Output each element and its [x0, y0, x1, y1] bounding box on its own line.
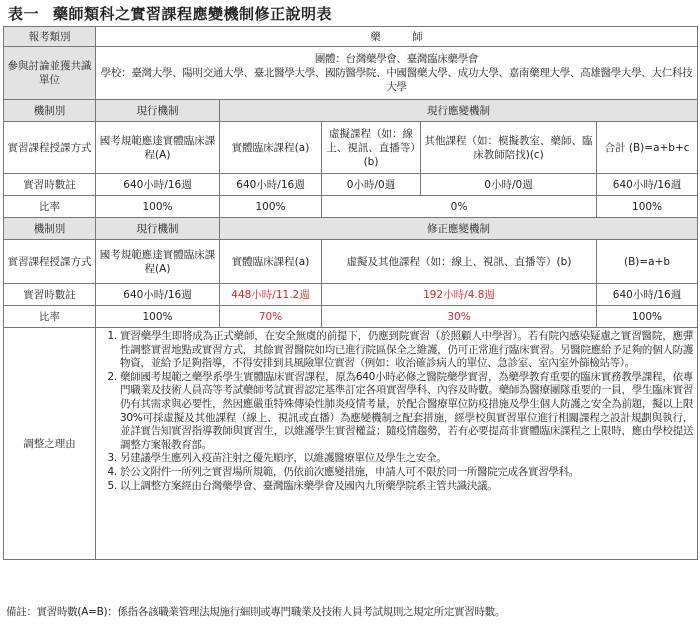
current-mech-label: 機制別: [4, 100, 96, 122]
document-title: [8, 2, 332, 26]
revised-ratio-physical: 70%: [220, 306, 322, 328]
revised-mech-label: 機制別: [4, 218, 96, 240]
practicum-table: [3, 26, 698, 560]
reasons-list: [104, 330, 693, 493]
revised-col-required: 國考規範應達實體臨床課程(A): [96, 240, 220, 284]
current-ratio-required: 100%: [96, 196, 220, 218]
current-method-label: 實習課程授課方式: [4, 122, 96, 174]
current-hours-row: [4, 174, 698, 196]
current-ratio-virtual-other: 0%: [322, 196, 597, 218]
revised-ratio-virtual: 30%: [322, 306, 597, 328]
current-col-virtual: 虛擬課程（如：線上、視訊、直播等）(b): [322, 122, 421, 174]
header-row: [4, 27, 698, 47]
current-ratio-row: [4, 196, 698, 218]
current-ratio-total: 100%: [597, 196, 698, 218]
reasons-row: [4, 328, 698, 560]
current-hours-other: 0小時/0週: [421, 174, 597, 196]
table-title: 藥師類科之實習課程應變機制修正說明表: [53, 5, 333, 23]
revised-ratio-label: 比率: [4, 306, 96, 328]
footnote: 備註：實習時數(A=B)：係指各該職業管理法規施行細則或專門職業及技術人員考試規則之規定所定實習時數。: [6, 606, 506, 618]
revised-method-label: 實習課程授課方式: [4, 240, 96, 284]
reasons-label: 調整之理由: [4, 328, 96, 560]
current-col-other: 其他課程（如：模擬教室、藥師、臨床教師陪找)(c): [421, 122, 597, 174]
category-value: 藥 師: [96, 27, 698, 47]
current-method-row: [4, 122, 698, 174]
units-schools: 學校：臺灣大學、陽明交通大學、臺北醫學大學、國防醫學院、中國醫藥大學、成功大學、嘉南藥理大學、高雄醫學大學、大仁科技大學: [100, 67, 693, 93]
reason-item-1: 1. 實習藥學生即將成為正式藥師，在安全無虞的前提下，仍應到院實習（於照顧人中學習）。若有院內感染疑慮之實習醫院，應彈性調整實習地點或實習方式，其餘實習醫院如均已進行院區保全之維護，仍可正常進行臨床實習。另醫院應給予足夠的個人防護物資，並給予足夠指導，不得安排到具風險單位實習（例如：收治確診病人的單位、急診室、室內室外篩檢站等）。: [120, 330, 693, 371]
revised-hours-virtual: 192小時/4.8週: [322, 284, 597, 306]
current-col-required: 國考規範應達實體臨床課程(A): [96, 122, 220, 174]
current-ratio-physical: 100%: [220, 196, 322, 218]
revised-ratio-total: 100%: [597, 306, 698, 328]
revised-method-row: [4, 240, 698, 284]
units-row: [4, 47, 698, 100]
reasons-content: [96, 328, 698, 560]
reason-item-5: 5. 以上調整方案經由台灣藥學會、臺灣臨床藥學會及國內九所藥學院系主管共識決議。: [120, 480, 693, 494]
current-col-physical: 實體臨床課程(a): [220, 122, 322, 174]
units-groups: 團體：台灣藥學會、臺灣臨床藥學會: [314, 53, 479, 65]
revised-hours-required: 640小時/16週: [96, 284, 220, 306]
revised-ratio-required: 100%: [96, 306, 220, 328]
revised-col-virtual: 虛擬及其他課程（如：線上、視訊、直播等）(b): [322, 240, 597, 284]
revised-hours-total: 640小時/16週: [597, 284, 698, 306]
current-response-label: 現行應變機制: [220, 100, 698, 122]
revised-existing-label: 現行機制: [96, 218, 220, 240]
current-col-total: 合計 (B)=a+b+c: [597, 122, 698, 174]
units-content: [96, 47, 698, 100]
reason-item-3: 3. 另建議學生應列入疫苗注射之優先順序，以維護醫療單位及學生之安全。: [120, 452, 693, 466]
current-hours-total: 640小時/16週: [597, 174, 698, 196]
units-label: 參與討論並獲共識單位: [4, 47, 96, 100]
table-number: 表一: [8, 5, 40, 23]
revised-hours-row: [4, 284, 698, 306]
reason-item-2: 2. 藥師國考規範之藥學系學生實體臨床實習課程，原為640小時必修之醫院藥學實習，為藥學教育重要的臨床實務教學課程，依專門職業及技術人員高等考試藥師考試實習認定基準訂定各項實習學科、內容及時數。藥師為醫療團隊重要的一員，學生臨床實習仍有其需求與必要性，然因應嚴重特殊傳染性肺炎疫情考量，於配合醫療單位防疫措施及學生個人防護之安全為前題，擬以上限30%可採虛擬及其他課程（線上、視訊或直播）為應變機制之配套措施，經學校與實習單位進行相關課程之設計規劃與執行，並詳實告知實習指導教師與實習生，以維護學生實習權益；隨疫情趨勢，若有必要提高非實體臨床課程之上限時，應由學校提送調整方案報教育部。: [120, 371, 693, 453]
revised-response-label: 修正應變機制: [220, 218, 698, 240]
current-hours-label: 實習時數註: [4, 174, 96, 196]
reason-item-4: 4. 於公文附件一所列之實習場所規範，仍依前次應變措施，申請人可不限於同一所醫院完成各實習學科。: [120, 466, 693, 480]
current-mech-row: [4, 100, 698, 122]
revised-ratio-row: [4, 306, 698, 328]
current-hours-virtual: 0小時/0週: [322, 174, 421, 196]
current-hours-physical: 640小時/16週: [220, 174, 322, 196]
revised-hours-label: 實習時數註: [4, 284, 96, 306]
revised-hours-physical: 448小時/11.2週: [220, 284, 322, 306]
category-label: 報考類別: [4, 27, 96, 47]
current-existing-label: 現行機制: [96, 100, 220, 122]
current-ratio-label: 比率: [4, 196, 96, 218]
revised-col-total: (B)=a+b: [597, 240, 698, 284]
revised-mech-row: [4, 218, 698, 240]
revised-col-physical: 實體臨床課程(a): [220, 240, 322, 284]
current-hours-required: 640小時/16週: [96, 174, 220, 196]
